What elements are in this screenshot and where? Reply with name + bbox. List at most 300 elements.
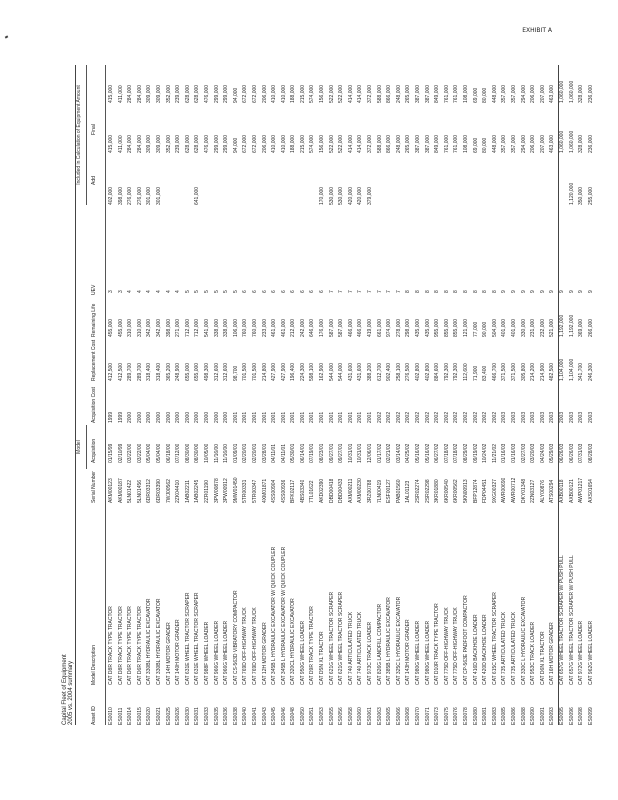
- table-cell-c1: 420,000: [357, 186, 364, 205]
- table-cell-repl: 212,000: [290, 318, 297, 337]
- table-cell-c1: 301,000: [155, 186, 162, 205]
- table-cell-c3: 299,000: [213, 84, 220, 103]
- table-cell-cost: 71,900: [472, 365, 479, 381]
- table-cell-desc: CAT 740 ARTICULATED TRUCK: [357, 611, 364, 685]
- table-cell-life: 6: [271, 290, 278, 293]
- table-cell-desc: CAT 735 ARTICULATED TRUCK: [510, 611, 517, 685]
- table-cell-serial: DBD00433: [338, 478, 345, 503]
- table-cell-cost: 276,500: [405, 362, 412, 381]
- table-cell-c2: 866,000: [386, 134, 393, 153]
- table-cell-life: 9: [568, 290, 575, 293]
- table-cell-desc: CAT 972G WHEEL LOADER: [578, 620, 585, 685]
- table-cell-desc: CAT 950G WHEEL LOADER: [299, 620, 306, 685]
- table-cell-cost: 884,600: [434, 362, 441, 381]
- table-cell-life: 8: [491, 290, 498, 293]
- table-cell-model: 2002: [395, 411, 402, 423]
- table-row: [318, 65, 328, 725]
- table-title-line: 2005 vs. 2004 summary: [68, 660, 74, 725]
- table-cell-repl: 760,000: [242, 318, 249, 337]
- table-cell-date: 03/22/00: [127, 443, 134, 463]
- table-cell-id: ES0015: [136, 707, 143, 725]
- table-cell-serial: 5LN01422: [127, 479, 134, 503]
- table-cell-c3: 387,000: [415, 84, 421, 103]
- table-cell-c3: 411,000: [117, 85, 124, 103]
- table-cell-c2: 284,000: [136, 134, 143, 153]
- table-cell-c3: 628,000: [184, 84, 191, 103]
- table-cell-model: 2002: [443, 411, 450, 423]
- table-cell-cost: 482,500: [549, 362, 556, 381]
- table-cell-c3: 672,000: [242, 84, 249, 103]
- table-cell-serial: 9XG00327: [491, 479, 498, 503]
- table-cell-repl: 760,000: [251, 318, 258, 337]
- table-cell-c2: 761,000: [443, 134, 450, 153]
- table-cell-c3: 476,000: [203, 84, 210, 103]
- table-cell-c3: 761,000: [453, 84, 460, 103]
- table-cell-serial: ALY00876: [539, 480, 546, 503]
- table-cell-life: 8: [415, 290, 421, 293]
- table-cell-life: 7: [367, 290, 374, 293]
- table-cell-c3: 414,000: [357, 84, 364, 103]
- table-cell-c1: 420,000: [347, 186, 354, 205]
- table-cell-c3: 94,000: [232, 87, 239, 103]
- table-cell-c3: 574,000: [309, 84, 316, 103]
- table-cell-life: 8: [482, 290, 489, 293]
- table-cell-c3: 410,000: [271, 84, 278, 103]
- table-cell-date: 08/28/03: [587, 443, 594, 463]
- table-cell-cost: 598,100: [309, 362, 316, 381]
- table-cell-repl: 401,000: [510, 318, 517, 337]
- table-cell-repl: 398,000: [165, 318, 172, 337]
- table-cell-c1: 301,000: [146, 186, 153, 205]
- table-cell-cost: 214,800: [261, 362, 268, 381]
- table-cell-model: 2000: [184, 411, 191, 423]
- table-cell-id: ES0011: [117, 707, 124, 725]
- table-cell-life: 9: [578, 290, 585, 293]
- table-cell-repl: 106,000: [232, 318, 239, 337]
- table-cell-id: ES0046: [280, 707, 287, 725]
- table-cell-model: 2000: [175, 411, 182, 423]
- table-cell-cost: 98,700: [232, 365, 239, 381]
- table-cell-c3: 206,000: [261, 84, 268, 103]
- table-row: [376, 65, 386, 725]
- table-row: [424, 65, 434, 725]
- table-cell-c2: 299,000: [213, 134, 220, 153]
- table-cell-repl: 310,000: [127, 318, 134, 337]
- table-cell-life: 7: [347, 290, 354, 293]
- table-cell-repl: 90,000: [482, 321, 489, 337]
- column-header: Acquisition: [91, 438, 97, 463]
- table-cell-c2: 284,000: [127, 134, 134, 153]
- table-cell-repl: 338,000: [223, 318, 230, 337]
- table-cell-id: ES0026: [175, 707, 182, 725]
- table-cell-id: ES0036: [223, 707, 230, 725]
- table-cell-date: 08/23/01: [319, 443, 326, 463]
- table-cell-serial: 3PW00912: [223, 478, 230, 503]
- table-cell-c3: 239,000: [175, 84, 182, 103]
- table-cell-cost: 305,800: [520, 362, 527, 381]
- table-cell-c3: 410,000: [280, 84, 287, 103]
- table-row: [107, 65, 117, 725]
- table-cell-cost: 402,800: [424, 362, 431, 381]
- table-cell-serial: 4XM01871: [261, 478, 268, 503]
- table-cell-life: 7: [328, 290, 335, 293]
- table-cell-c2: 352,000: [165, 134, 172, 153]
- table-cell-c3: 80,000: [482, 87, 489, 103]
- table-cell-repl: 587,000: [328, 318, 335, 337]
- column-header: Serial Number: [91, 471, 97, 503]
- table-cell-date: 04/25/02: [405, 443, 412, 463]
- table-cell-serial: 7LN00419: [376, 479, 383, 503]
- table-cell-model: 2000: [127, 411, 134, 423]
- table-cell-id: ES0085: [501, 707, 508, 725]
- table-cell-serial: AXB00118: [558, 479, 565, 503]
- table-cell-repl: 855,000: [453, 318, 460, 337]
- table-cell-repl: 233,000: [261, 318, 268, 337]
- table-cell-c1: 276,000: [136, 186, 143, 205]
- table-cell-date: 05/16/02: [424, 443, 431, 463]
- table-row: [577, 65, 587, 725]
- table-cell-desc: CAT 962G WHEEL LOADER: [587, 620, 594, 685]
- table-cell-c2: 265,000: [405, 134, 412, 153]
- table-cell-c2: 328,000: [578, 134, 585, 153]
- table-cell-repl: 541,000: [203, 318, 210, 337]
- table-cell-life: 9: [520, 290, 527, 293]
- table-cell-serial: 7WJ00562: [165, 479, 172, 503]
- table-cell-id: ES0021: [155, 707, 162, 725]
- table-cell-id: ES0051: [309, 707, 316, 725]
- table-cell-cost: 224,300: [299, 362, 306, 381]
- table-cell-life: 8: [472, 290, 479, 293]
- table-cell-c2: 849,000: [434, 134, 441, 153]
- table-row: [414, 65, 424, 725]
- table-cell-repl: 587,000: [338, 318, 345, 337]
- table-row: [472, 65, 482, 725]
- table-cell-life: 3: [117, 290, 124, 293]
- table-cell-desc: CAT 740 ARTICULATED TRUCK: [347, 611, 354, 685]
- table-row: [299, 65, 309, 725]
- table-cell-desc: CAT 325C L HYDRAULIC EXCAVATOR: [395, 596, 402, 685]
- table-cell-life: 9: [558, 290, 565, 293]
- table-cell-serial: DKY01348: [520, 478, 527, 503]
- table-cell-serial: 3KR01880: [434, 479, 441, 503]
- table-cell-desc: CAT 320CL HYDRAULIC EXCAVATOR: [290, 598, 297, 685]
- table-cell-life: 7: [395, 290, 402, 293]
- table-cell-life: 4: [136, 290, 143, 293]
- table-cell-serial: 4SS00904: [271, 479, 278, 503]
- table-cell-life: 9: [501, 290, 508, 293]
- table-row: [117, 65, 127, 725]
- table-cell-serial: 1AL01123: [405, 480, 412, 503]
- table-cell-repl: 455,000: [117, 318, 124, 337]
- table-cell-id: ES0086: [510, 707, 517, 725]
- table-cell-serial: 4SS00936: [280, 479, 287, 503]
- table-cell-cost: 655,000: [184, 362, 191, 381]
- table-cell-date: 11/16/00: [223, 443, 230, 463]
- table-cell-date: 05/16/02: [415, 443, 421, 463]
- table-cell-date: 09/27/01: [328, 443, 335, 463]
- table-cell-date: 08/29/02: [462, 443, 469, 463]
- table-cell-life: 6: [251, 290, 258, 293]
- table-cell-desc: CAT 385B L HYDRAULIC EXCAVATOR: [386, 597, 393, 685]
- table-cell-c3: 215,000: [299, 84, 306, 103]
- table-cell-life: 3: [108, 290, 114, 293]
- table-cell-serial: 6KR00562: [453, 479, 460, 503]
- table-cell-cost: 544,000: [328, 362, 335, 381]
- column-header: Replacement Cost: [91, 339, 97, 381]
- table-cell-c3: 866,000: [386, 84, 393, 103]
- table-cell-date: 03/22/00: [136, 443, 143, 463]
- table-row: [356, 65, 366, 725]
- table-cell-model: 2001: [367, 411, 374, 423]
- table-cell-model: 2001: [232, 411, 239, 423]
- table-cell-model: 2001: [242, 411, 249, 423]
- table-cell-cost: 214,900: [539, 362, 546, 381]
- table-cell-life: 4: [165, 290, 172, 293]
- table-cell-model: 2001: [299, 411, 306, 423]
- table-cell-id: ES0056: [338, 707, 345, 725]
- table-cell-date: 12/06/01: [367, 443, 374, 463]
- table-row: [270, 65, 280, 725]
- table-cell-desc: CAT 345B L HYDRAULIC EXCAVATOR W/ QUICK COUPLER: [271, 546, 278, 685]
- table-cell-c3: 299,000: [223, 84, 230, 103]
- table-cell-model: 1999: [117, 411, 124, 423]
- table-cell-serial: ESF00127: [386, 479, 393, 503]
- table-cell-life: 7: [376, 290, 383, 293]
- table-cell-desc: CAT 953C TRACK LOADER: [530, 621, 537, 685]
- table-row: [155, 65, 165, 725]
- table-cell-life: 5: [223, 290, 230, 293]
- table-cell-desc: CAT D9R TRACK TYPE TRACTOR: [309, 606, 316, 685]
- table-cell-date: 01/15/99: [108, 443, 114, 463]
- table-cell-serial: 7TL01622: [309, 480, 316, 503]
- rotated-table-block: [62, 65, 594, 725]
- table-row: [395, 65, 405, 725]
- table-cell-c2: 588,000: [376, 134, 383, 153]
- table-cell-id: ES0050: [299, 707, 306, 725]
- table-row: [165, 65, 175, 725]
- table-row: [184, 65, 194, 725]
- table-cell-id: ES0063: [376, 707, 383, 725]
- table-cell-date: 05/30/01: [290, 443, 297, 463]
- table-cell-c2: 1,060,000: [568, 130, 575, 153]
- table-cell-cost: 318,400: [155, 362, 162, 381]
- table-cell-date: 10/31/01: [357, 443, 364, 463]
- table-cell-serial: 2ZK04410: [175, 479, 182, 503]
- table-cell-c2: 415,000: [108, 134, 114, 153]
- table-cell-desc: CAT 140H MOTOR GRADER: [175, 619, 182, 685]
- table-cell-repl: 646,000: [309, 318, 316, 337]
- table-row: [520, 65, 530, 725]
- table-cell-c2: 387,000: [415, 134, 421, 153]
- table-cell-repl: 298,000: [405, 318, 412, 337]
- table-cell-cost: 792,300: [453, 362, 460, 381]
- table-cell-cost: 388,200: [367, 362, 374, 381]
- table-cell-life: 6: [261, 290, 268, 293]
- table-cell-repl: 242,000: [299, 318, 306, 337]
- table-cell-life: 5: [213, 290, 220, 293]
- table-cell-serial: 9MW01450: [232, 477, 239, 503]
- table-cell-cost: 655,000: [194, 362, 201, 381]
- table-cell-cost: 371,500: [510, 362, 517, 381]
- table-cell-desc: CAT 657G WHEEL TRACTOR SCRAPER W/ PUSH PULL: [558, 555, 565, 685]
- table-cell-model: 2003: [520, 411, 527, 423]
- column-header: Asset ID: [91, 706, 97, 725]
- table-cell-date: 10/31/01: [347, 443, 354, 463]
- column-group-header: Model: [76, 440, 82, 454]
- table-cell-life: 5: [194, 290, 201, 293]
- table-cell-serial: AXB00121: [568, 479, 575, 503]
- table-cell-serial: FDP04451: [482, 479, 489, 503]
- column-group-rule: [86, 65, 87, 205]
- table-cell-desc: CAT 16H MOTOR GRADER: [549, 622, 556, 685]
- table-cell-model: 2002: [472, 411, 479, 423]
- table-cell-c2: 108,000: [462, 134, 469, 153]
- table-row: [328, 65, 338, 725]
- column-header: Final: [91, 124, 97, 135]
- table-cell-serial: 3RZ00788: [367, 479, 374, 503]
- table-cell-repl: 278,000: [395, 318, 402, 337]
- table-cell-repl: 974,000: [386, 318, 393, 337]
- table-cell-serial: DBD00418: [328, 478, 335, 503]
- table-cell-id: ES0068: [405, 707, 412, 725]
- table-cell-c3: 236,000: [587, 84, 594, 103]
- table-cell-repl: 401,000: [501, 318, 508, 337]
- table-cell-model: 2002: [482, 411, 489, 423]
- table-cell-c3: 522,000: [338, 84, 345, 103]
- column-header: Model Description: [91, 644, 97, 685]
- table-cell-c2: 299,000: [223, 134, 230, 153]
- table-cell-id: ES0065: [386, 707, 393, 725]
- equipment-table: [75, 65, 594, 725]
- table-cell-model: 2002: [386, 411, 393, 423]
- table-cell-c3: 628,000: [194, 84, 201, 103]
- table-cell-date: 08/30/00: [184, 443, 191, 463]
- table-cell-life: 6: [290, 290, 297, 293]
- table-cell-desc: CAT 735 ARTICULATED TRUCK: [501, 611, 508, 685]
- table-row: [193, 65, 203, 725]
- table-row: [222, 65, 232, 725]
- table-cell-c3: 294,000: [520, 84, 527, 103]
- table-cell-model: 2003: [578, 411, 585, 423]
- table-cell-c2: 309,000: [146, 134, 153, 153]
- table-cell-c1: 255,000: [587, 186, 594, 205]
- table-cell-repl: 521,000: [549, 318, 556, 337]
- table-cell-serial: AWR00712: [510, 477, 517, 503]
- table-cell-desc: CAT D10R TRACK TYPE TRACTOR: [434, 603, 441, 685]
- table-cell-c1: 350,000: [578, 186, 585, 205]
- table-cell-life: 4: [146, 290, 153, 293]
- table-cell-model: 2001: [251, 411, 258, 423]
- table-row: [558, 65, 568, 725]
- table-cell-desc: CAT 621G WHEEL TRACTOR SCRAPER: [338, 591, 345, 685]
- table-cell-serial: BFK02117: [290, 479, 297, 503]
- table-cell-desc: CAT 143H MOTOR GRADER: [405, 619, 412, 685]
- table-cell-cost: 258,100: [395, 362, 402, 381]
- table-row: [261, 65, 271, 725]
- table-row: [385, 65, 395, 725]
- table-cell-c2: 414,000: [357, 134, 364, 153]
- table-cell-cost: 289,700: [127, 362, 134, 381]
- table-cell-c3: 849,000: [434, 84, 441, 103]
- table-cell-id: ES0075: [443, 707, 450, 725]
- table-cell-life: 5: [203, 290, 210, 293]
- table-cell-c3: 1,060,000: [568, 80, 575, 103]
- table-row: [145, 65, 155, 725]
- table-cell-serial: 2ZN03127: [530, 479, 537, 503]
- table-cell-model: 2001: [347, 411, 354, 423]
- table-cell-id: ES0078: [462, 707, 469, 725]
- table-cell-life: 9: [510, 290, 517, 293]
- table-cell-model: 2001: [328, 411, 335, 423]
- corner-mark: [5, 35, 9, 38]
- table-cell-c2: 463,000: [549, 134, 556, 153]
- table-title-line: Capital Fleet of Equipment: [62, 654, 68, 725]
- table-cell-date: 06/18/00: [165, 443, 172, 463]
- table-cell-c2: 207,000: [539, 134, 546, 153]
- table-cell-cost: 214,200: [530, 362, 537, 381]
- table-cell-desc: CAT 621G WHEEL TRACTOR SCRAPER: [328, 591, 335, 685]
- table-cell-c1: 1,120,000: [568, 182, 575, 205]
- table-cell-c2: 309,000: [155, 134, 162, 153]
- table-cell-cost: 289,700: [136, 362, 143, 381]
- table-cell-date: 03/14/02: [395, 443, 402, 463]
- table-cell-life: 4: [155, 290, 162, 293]
- table-cell-cost: 341,700: [578, 362, 585, 381]
- table-cell-desc: CAT 330BL HYDRAULIC EXCAVATOR: [146, 598, 153, 685]
- table-cell-model: 2003: [549, 411, 556, 423]
- table-cell-life: 6: [299, 290, 306, 293]
- table-cell-c2: 414,000: [347, 134, 354, 153]
- table-cell-model: 2002: [462, 411, 469, 423]
- table-cell-id: ES0048: [290, 707, 297, 725]
- table-row: [443, 65, 453, 725]
- table-cell-c3: 309,000: [155, 84, 162, 103]
- table-cell-c2: 411,000: [117, 135, 124, 153]
- table-cell-c1: 379,000: [367, 186, 374, 205]
- table-cell-cost: 312,600: [213, 362, 220, 381]
- table-cell-repl: 1,192,000: [568, 314, 575, 337]
- table-cell-life: 8: [405, 290, 412, 293]
- table-cell-desc: CAT 775D OFF-HIGHWAY TRUCK: [453, 607, 460, 685]
- table-cell-id: ES0088: [520, 707, 527, 725]
- table-row: [241, 65, 251, 725]
- table-cell-cost: 312,600: [223, 362, 230, 381]
- table-row: [203, 65, 213, 725]
- table-cell-date: 01/16/03: [501, 443, 508, 463]
- table-row: [337, 65, 347, 725]
- table-cell-model: 2001: [357, 411, 364, 423]
- table-cell-c2: 761,000: [453, 134, 460, 153]
- table-cell-c2: 215,000: [299, 134, 306, 153]
- table-cell-repl: 310,000: [136, 318, 143, 337]
- table-cell-repl: 855,000: [443, 318, 450, 337]
- table-cell-serial: AKD02390: [319, 478, 326, 503]
- table-cell-date: 09/27/01: [338, 443, 345, 463]
- table-cell-cost: 466,700: [491, 362, 498, 381]
- table-row: [462, 65, 472, 725]
- table-cell-model: 2002: [376, 411, 383, 423]
- table-cell-desc: CAT D6R TRACK TYPE TRACTOR: [136, 606, 143, 685]
- table-cell-date: 04/24/03: [539, 443, 546, 463]
- table-cell-life: 6: [280, 290, 287, 293]
- table-cell-repl: 369,000: [578, 318, 585, 337]
- table-cell-id: ES0014: [127, 707, 134, 725]
- table-cell-desc: CAT D5N XL TRACTOR: [319, 631, 326, 685]
- table-cell-model: 2001: [261, 411, 268, 423]
- table-cell-id: ES0045: [271, 707, 278, 725]
- table-cell-date: 11/16/00: [213, 443, 220, 463]
- table-row: [289, 65, 299, 725]
